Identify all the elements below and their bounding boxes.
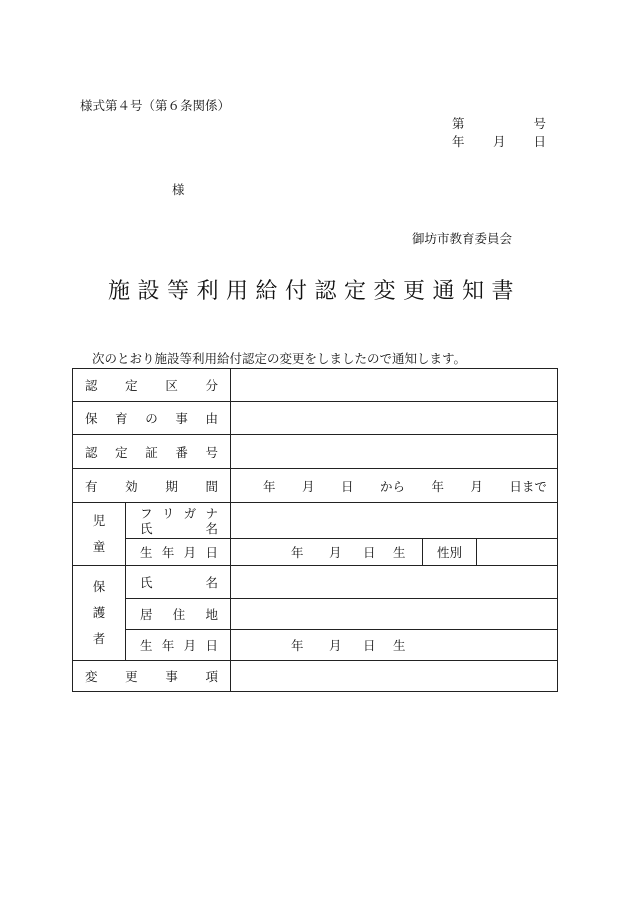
number-prefix: 第 (452, 116, 465, 131)
label-guardian-name: 氏 名 (126, 566, 231, 599)
value-cert-class[interactable] (231, 369, 558, 402)
value-reason[interactable] (231, 402, 558, 435)
issuer-name: 御坊市教育委員会 (412, 231, 513, 246)
value-guardian-address[interactable] (231, 599, 558, 630)
value-child-birth-date[interactable]: 年 月 日 生 (231, 539, 423, 566)
notice-table (72, 368, 558, 692)
addressee-suffix: 様 (172, 182, 185, 197)
value-guardian-name[interactable] (231, 566, 558, 599)
row-guardian-address (73, 599, 558, 630)
intro-text: 次のとおり施設等利用給付認定の変更をしましたので通知します。 (92, 351, 467, 366)
date-year: 年 (452, 134, 465, 149)
label-changes: 変 更 事 項 (73, 661, 231, 692)
value-guardian-birth-date[interactable]: 年 月 日 生 (231, 630, 558, 661)
label-child-birth-date: 生 年 月 日 (126, 539, 231, 566)
label-child: 児 童 (73, 503, 126, 566)
row-changes (73, 661, 558, 692)
document-title: 施設等利用給付認定変更通知書 (108, 279, 522, 304)
row-child-name (73, 503, 558, 539)
form-id: 様式第４号（第６条関係） (80, 98, 231, 113)
row-reason (73, 402, 558, 435)
row-cert-class (73, 369, 558, 402)
label-gender: 性別 (423, 539, 477, 566)
row-cert-number (73, 435, 558, 469)
date-day: 日 (533, 134, 546, 149)
value-valid-period[interactable]: 年 月 日 から 年 月 日まで (231, 469, 558, 503)
label-guardian-birth-date: 生 年 月 日 (126, 630, 231, 661)
label-guardian: 保 護 者 (73, 566, 126, 661)
row-child-birth (73, 539, 558, 566)
label-cert-class: 認 定 区 分 (73, 369, 231, 402)
label-valid-period: 有 効 期 間 (73, 469, 231, 503)
value-gender[interactable] (477, 539, 558, 566)
row-valid-period (73, 469, 558, 503)
value-cert-number[interactable] (231, 435, 558, 469)
number-suffix: 号 (533, 116, 546, 131)
label-furigana-name: フ リ ガ ナ 氏 名 (126, 503, 231, 539)
label-guardian-address: 居 住 地 (126, 599, 231, 630)
label-reason: 保 育 の 事 由 (73, 402, 231, 435)
label-cert-number: 認 定 証 番 号 (73, 435, 231, 469)
row-guardian-name (73, 566, 558, 599)
value-changes[interactable] (231, 661, 558, 692)
date-month: 月 (493, 134, 506, 149)
value-child-name[interactable] (231, 503, 558, 539)
row-guardian-birth (73, 630, 558, 661)
